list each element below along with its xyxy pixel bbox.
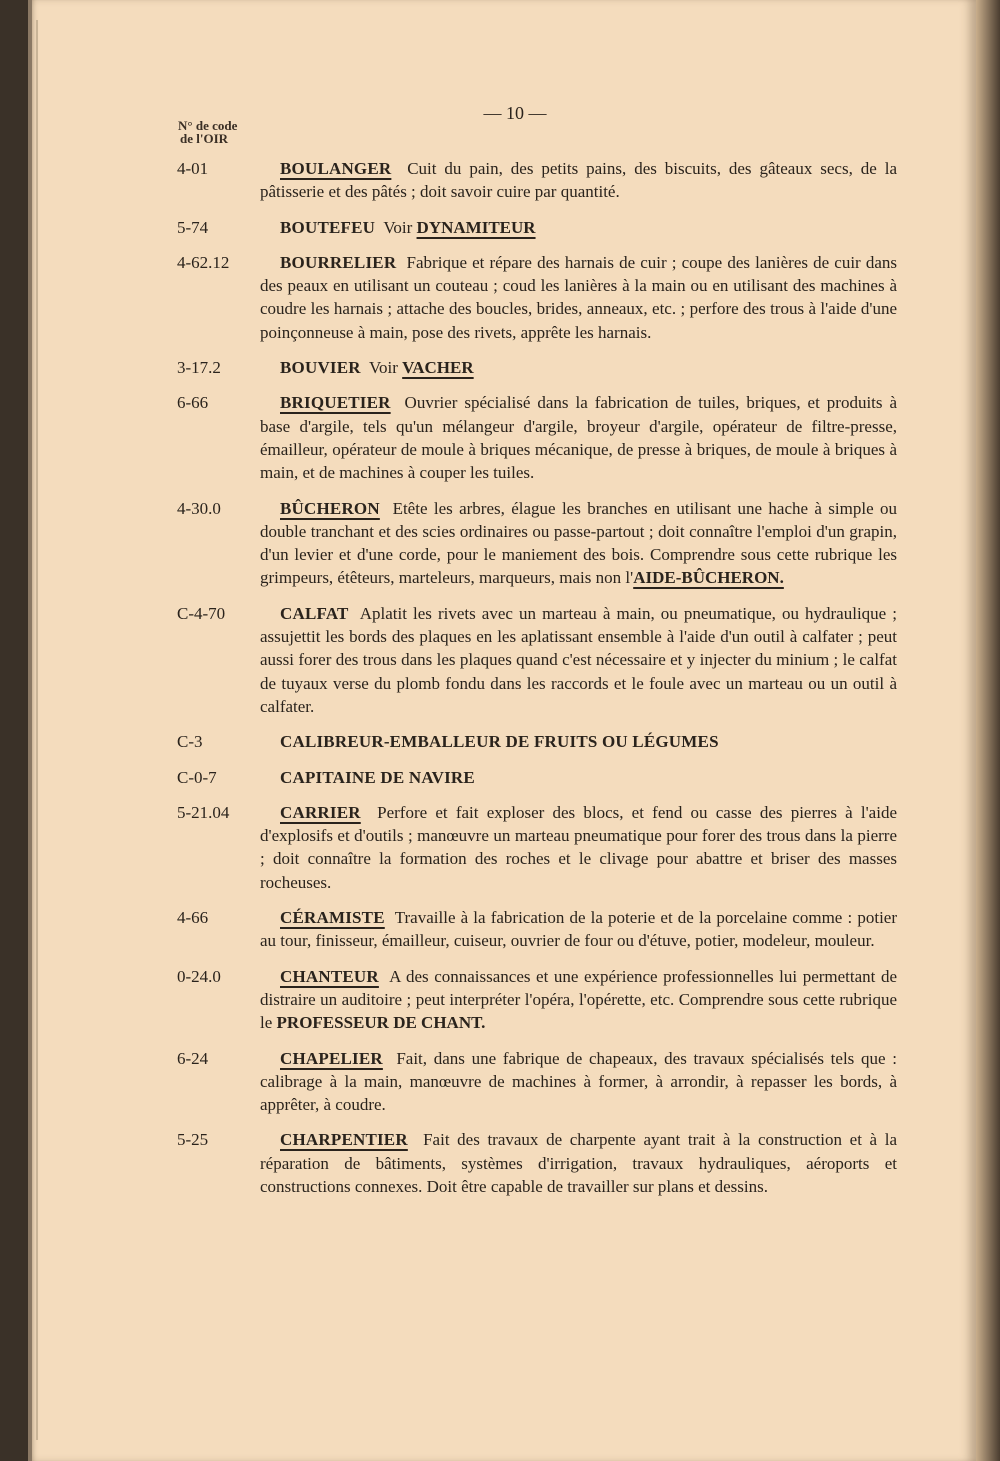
entry-text [260, 157, 902, 204]
occupation-entry [0, 965, 1000, 1035]
description: Fait, dans une fabrique de chapeaux, des travaux spécialisés tels que : calibrage à la main, manœuvre de machines à former, à arrondir, à repasser les bords, à apprêter, à coudre. [260, 1048, 902, 1115]
occupation-entry [0, 157, 1000, 204]
description: Aplatit les rivets avec un marteau à main, ou pneumatique, ou hydraulique ; assujettit les bords des plaques en les aplatissant ensemble à l'aide d'un outil à calfater ; peut aussi forer des trous dans les plaques quand c'est nécessaire et y injecter du minium ; le calfat de tuyaux verse du plomb fondu dans les raccords et le foule avec un marteau ou un outil à calfater. [260, 603, 902, 716]
code-column-header [178, 119, 237, 145]
cross-reference: DYNAMITEUR [416, 217, 536, 237]
occupation-entry [0, 391, 1000, 484]
entry-text [260, 356, 897, 379]
occupation-term: BOUTEFEU [280, 217, 376, 237]
entry-text [260, 801, 902, 894]
oir-code: 3-17.2 [177, 358, 221, 378]
oir-code: 0-24.0 [177, 966, 221, 986]
oir-code: 5-25 [177, 1130, 209, 1150]
code-header-line: de l'OIR [180, 131, 229, 146]
oir-code: 5-21.04 [177, 802, 230, 822]
oir-code: 6-66 [177, 393, 209, 413]
description: Perfore et fait exploser des blocs, et fend ou casse des pierres à l'aide d'explosifs et d'outils ; manœuvre un marteau pneumatique pour forer des trous dans la pierre ; doit connaître la formation des roches et le clivage pour abattre et briser des masses rocheuses. [260, 802, 902, 892]
entry-text [260, 965, 902, 1035]
occupation-term: CALFAT [280, 603, 349, 623]
entry-text [260, 497, 902, 590]
occupation-entry [0, 1047, 1000, 1117]
entry-text [260, 391, 902, 484]
bold-reference: PROFESSEUR DE CHANT. [276, 1013, 486, 1033]
description: Ouvrier spécialisé dans la fabrication de tuiles, briques, et produits à base d'argile, tels qu'un mélangeur d'argile, broyeur d'argile, opérateur de filtre-presse, émailleur, opérateur de moule à briques mécanique, de presse à briques, de moule à briques à main, et de machines à couper les tuiles. [260, 393, 902, 483]
description: Voir [375, 217, 417, 237]
oir-code: C-4-70 [177, 603, 226, 623]
occupation-entry [0, 766, 1000, 789]
occupation-term: CARRIER [280, 802, 361, 822]
occupation-entry [0, 251, 1000, 344]
occupation-entries [0, 157, 1000, 1210]
entry-text [260, 216, 897, 239]
entry-text [260, 1128, 902, 1198]
oir-code: 4-30.0 [177, 498, 221, 518]
entry-text [260, 602, 902, 718]
entry-text [260, 766, 897, 789]
occupation-entry [0, 730, 1000, 753]
occupation-term: CÉRAMISTE [280, 908, 385, 928]
occupation-entry [0, 1128, 1000, 1198]
description: Voir [360, 358, 403, 378]
description: Fait des travaux de charpente ayant trait à la construction et à la réparation de bâtiments, systèmes d'irrigation, travaux hydrauliques, aéroports et constructions connexes. Doit être capable de travailler sur plans et dessins. [260, 1130, 902, 1196]
description: Etête les arbres, élague les branches en utilisant une hache à simple ou double tranchant et des scies ordinaires ou passe-partout ; doit connaître l'emploi d'un grapin, d'un levier et d'une corde, pour le maniement des bois. Comprendre sous cette rubrique les grimpeurs, étêteurs, marteleurs, marqueurs, mais non l' [260, 498, 902, 588]
occupation-term: CAPITAINE DE NAVIRE [280, 767, 475, 787]
page-number: — 10 — [483, 103, 547, 123]
occupation-term: CALIBREUR-EMBALLEUR DE FRUITS OU LÉGUMES [280, 732, 719, 752]
cross-reference: VACHER [402, 358, 474, 378]
oir-code: C-3 [177, 732, 203, 752]
description: A des connaissances et une expérience professionnelles lui permettant de distraire un auditoire ; peut interpréter l'opéra, l'opérette, etc. Comprendre sous cette rubrique le [260, 966, 902, 1033]
occupation-entry [0, 602, 1000, 718]
cross-reference: AIDE-BÛCHERON. [633, 568, 784, 588]
entry-text [260, 251, 902, 344]
occupation-term: BOURRELIER [280, 252, 397, 272]
entry-text [260, 906, 902, 953]
occupation-term: CHANTEUR [280, 966, 379, 986]
oir-code: 4-62.12 [177, 252, 230, 272]
entry-text [260, 730, 897, 753]
description: Fabrique et répare des harnais de cuir ; coupe des lanières de cuir dans des peaux en utilisant un couteau ; coud les lanières à la main ou en utilisant des machines à coudre les harnais ; attache des boucles, brides, anneaux, etc. ; perfore des trous à l'aide d'une poinçonneuse à main, pose des rivets, apprête les harnais. [260, 252, 902, 342]
occupation-entry [0, 906, 1000, 953]
description: Travaille à la fabrication de la poterie et de la porcelaine comme : potier au tour, finisseur, émailleur, cuiseur, ouvrier de four ou d'étuve, potier, modeleur, mouleur. [260, 908, 902, 951]
occupation-entry [0, 216, 1000, 239]
occupation-term: CHARPENTIER [280, 1130, 408, 1150]
occupation-term: BOUVIER [280, 358, 361, 378]
occupation-term: BOULANGER [280, 159, 392, 178]
oir-code: 5-74 [177, 217, 209, 237]
entry-text [260, 1047, 902, 1117]
oir-code: 6-24 [177, 1048, 209, 1068]
oir-code: C-0-7 [177, 767, 217, 787]
occupation-entry [0, 356, 1000, 379]
oir-code: 4-66 [177, 908, 209, 928]
oir-code: 4-01 [177, 159, 209, 178]
code-header-line: N° de code [178, 118, 238, 133]
occupation-term: BRIQUETIER [280, 393, 391, 413]
description: Cuit du pain, des petits pains, des biscuits, des gâteaux secs, de la pâtisserie et des pâtés ; doit savoir cuire par quantité. [260, 159, 902, 202]
occupation-term: CHAPELIER [280, 1048, 383, 1068]
occupation-entry [0, 801, 1000, 894]
occupation-term: BÛCHERON [280, 498, 380, 518]
occupation-entry [0, 497, 1000, 590]
